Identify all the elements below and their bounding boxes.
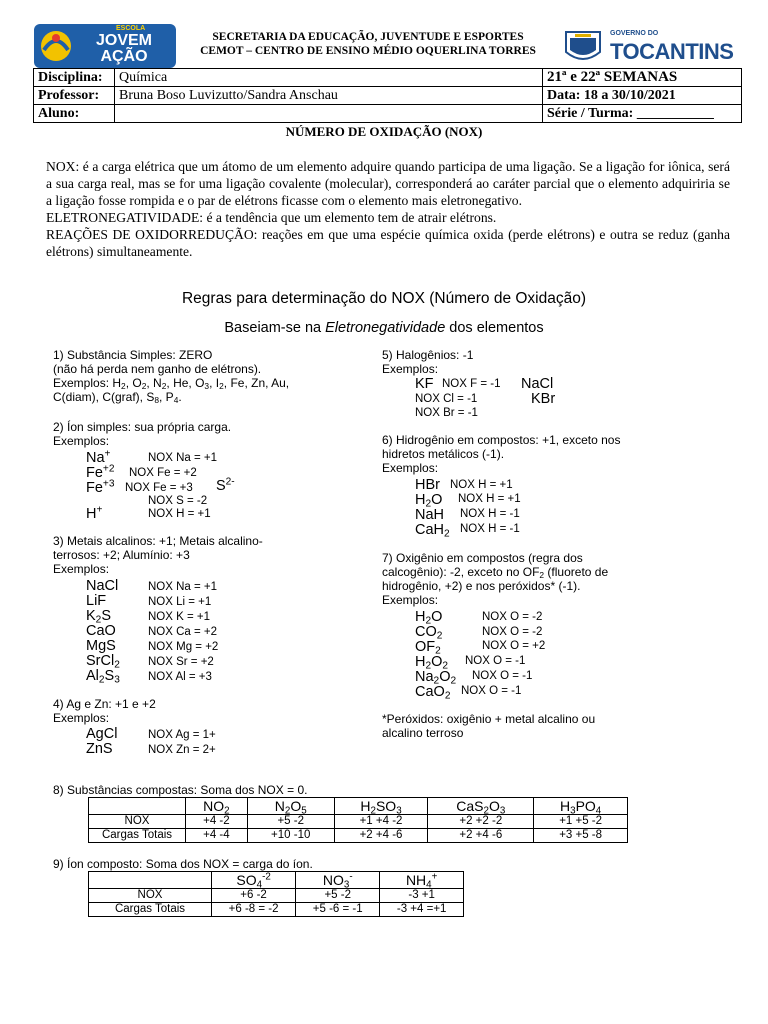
table-row xyxy=(89,889,464,903)
table-cell: +4 -4 xyxy=(186,829,248,843)
rule-6-exemplos: Exemplos: xyxy=(382,461,439,475)
formula-k2s: $K_2S$ xyxy=(86,608,111,626)
formula-of2: $OF_2$ xyxy=(415,639,441,657)
nox-co2: NOX O = -2 xyxy=(482,626,543,638)
formula-al2s3: $Al_2S_3$ xyxy=(86,668,120,686)
rule-4-title: 4) Ag e Zn: +1 e +2 xyxy=(53,697,156,711)
table-cell: +1 +4 -2 xyxy=(334,815,428,829)
rule-7-line2-c: (fluoreto de xyxy=(544,565,609,579)
nox-h2o2: NOX O = -1 xyxy=(465,655,526,667)
table8-col-h3po4: $H_3PO_4$ xyxy=(534,798,628,815)
intro-text xyxy=(46,158,730,260)
rule-7-line1: 7) Oxigênio em compostos (regra dos xyxy=(382,551,583,565)
rule-3-exemplos: Exemplos: xyxy=(53,562,110,576)
table-row xyxy=(89,829,628,843)
table-row xyxy=(89,815,628,829)
nox-na-ion: NOX Na = +1 xyxy=(148,452,218,464)
rule-7-line2-b: 2 xyxy=(539,570,545,581)
table8-corner xyxy=(89,798,186,815)
school-logo xyxy=(34,24,176,68)
table8-col-no2: $NO_2$ xyxy=(186,798,248,815)
nox-mgs: NOX Mg = +2 xyxy=(148,641,219,653)
formula-h2o-7: $H_2O$ xyxy=(415,609,443,627)
formula-cao2: CaO$_2$ xyxy=(415,684,451,702)
nox-agcl: NOX Ag = 1+ xyxy=(148,729,216,741)
nox-hbr: NOX H = +1 xyxy=(450,479,513,491)
formula-cah2: CaH$_2$ xyxy=(415,522,450,540)
nox-definition: NOX: é a carga elétrica que um átomo de um elemento adquire quando participa de uma ligação. Se a ligação for iônica, será a sua carga real, mas se for uma ligação covalente (molecular), corresponderá ao caráter parcial que o elemento adquiriria se a ligação fosse rompida e o par de elétrons ficasse com o elemento mais eletronegativo. xyxy=(46,159,730,208)
oxidorreducao-definition: REAÇÕES DE OXIDORREDUÇÃO: reações em que uma espécie química oxida (perde elétrons) e outra se reduz (ganha elétrons) simultaneamente. xyxy=(46,227,730,259)
table8-col-cas2o3: $CaS_2O_3$ xyxy=(428,798,534,815)
table-cell: Cargas Totais xyxy=(89,829,186,843)
formula-zns: ZnS xyxy=(86,741,113,757)
rule-2-exemplos: Exemplos: xyxy=(53,434,110,448)
nox-s2: NOX S = -2 xyxy=(148,495,208,507)
formula-agcl: AgCl xyxy=(86,726,118,742)
formula-na2o2: $Na_2O_2$ xyxy=(415,669,457,687)
gov-small-text: GOVERNO DO xyxy=(610,30,659,37)
table-cell: +3 +5 -8 xyxy=(534,829,628,843)
table9-corner xyxy=(89,872,212,889)
table-cell: +2 +4 -6 xyxy=(428,829,534,843)
serie-turma: Série / Turma: ___________ xyxy=(543,105,742,123)
formula-co2: $CO_2$ xyxy=(415,624,443,642)
formula-kbr: KBr xyxy=(531,391,556,407)
semanas: 21ª e 22ª SEMANAS xyxy=(543,69,742,87)
rules-subtitle xyxy=(0,320,768,336)
table8-col-h2so3: $H_2SO_3$ xyxy=(334,798,428,815)
rules-sub-a: Baseiam-se na xyxy=(224,320,326,336)
page-title: NÚMERO DE OXIDAÇÃO (NOX) xyxy=(285,124,483,139)
peroxido-note-2: alcalino terroso xyxy=(382,726,464,740)
formula-cao: CaO xyxy=(86,623,116,639)
table9-col-so4: $SO_4^{-2}$ xyxy=(212,872,296,889)
nox-kf: NOX F = -1 xyxy=(442,378,501,390)
table-cell: -3 +1 xyxy=(380,889,464,903)
rule-8-title: 8) Substâncias compostas: Soma dos NOX = 0. xyxy=(53,783,308,797)
nox-cao2: NOX O = -1 xyxy=(461,685,522,697)
table9-col-no3: $NO_3^-$ xyxy=(296,872,380,889)
nox-zns: NOX Zn = 2+ xyxy=(148,744,216,756)
disciplina-label: Disciplina: xyxy=(34,69,115,87)
aluno-label: Aluno: xyxy=(34,105,115,123)
table-cell: Cargas Totais xyxy=(89,903,212,917)
rule-4-exemplos: Exemplos: xyxy=(53,711,110,725)
formula-nacl-5: NaCl xyxy=(521,376,554,392)
rule-1-examples-2: C(diam), C(graf), $S_8$, $P_4$. xyxy=(53,390,182,406)
nox-h2o-o: NOX O = -2 xyxy=(482,611,543,623)
nox-nah: NOX H = -1 xyxy=(460,508,520,520)
table-cell: +1 +5 -2 xyxy=(534,815,628,829)
table8-col-n2o5: $N_2O_5$ xyxy=(247,798,334,815)
nox-na2o2: NOX O = -1 xyxy=(472,670,533,682)
header-line-1: SECRETARIA DA EDUCAÇÃO, JUVENTUDE E ESPORTES xyxy=(212,31,524,43)
formula-nah: NaH xyxy=(415,507,445,523)
formula-hbr: HBr xyxy=(415,477,440,493)
aluno-value[interactable] xyxy=(115,105,543,123)
rule-5-exemplos: Exemplos: xyxy=(382,362,439,376)
rule-5-title: 5) Halogênios: -1 xyxy=(382,348,474,362)
formula-s2: $S^{2-}$ xyxy=(216,476,235,494)
nox-cao: NOX Ca = +2 xyxy=(148,626,218,638)
rule-7-line2-a: calcogênio): -2, exceto no OF xyxy=(382,565,540,579)
nox-k2s: NOX K = +1 xyxy=(148,611,211,623)
nox-fe2: NOX Fe = +2 xyxy=(129,467,197,479)
nox-srcl2: NOX Sr = +2 xyxy=(148,656,214,668)
table-cell: +5 -2 xyxy=(296,889,380,903)
peroxido-note-1: *Peróxidos: oxigênio + metal alcalino ou xyxy=(382,712,596,726)
table-cell: NOX xyxy=(89,889,212,903)
formula-h2o2: $H_2O_2$ xyxy=(415,654,449,672)
nox-lif: NOX Li = +1 xyxy=(148,596,212,608)
table-rule-9 xyxy=(88,871,464,917)
rule-7-line2 xyxy=(382,565,608,579)
rules-sub-c: dos elementos xyxy=(445,320,544,336)
rule-9-title: 9) Íon composto: Soma dos NOX = carga do íon. xyxy=(53,857,313,871)
government-logo xyxy=(560,26,736,68)
formula-h2o-6: $H_2O$ xyxy=(415,492,443,510)
nox-al2s3: NOX Al = +3 xyxy=(148,671,212,683)
table-rule-8 xyxy=(88,797,628,843)
table-row xyxy=(89,903,464,917)
formula-na-ion: Na+ xyxy=(86,448,111,466)
formula-lif: LiF xyxy=(86,593,107,609)
table9-col-nh4: $NH_4^+$ xyxy=(380,872,464,889)
nox-br: NOX Br = -1 xyxy=(415,407,478,419)
rule-7-exemplos: Exemplos: xyxy=(382,593,439,607)
table-cell: +10 -10 xyxy=(247,829,334,843)
logo-text: JOVEM AÇÃO xyxy=(95,32,152,65)
table-cell: +2 +4 -6 xyxy=(334,829,428,843)
formula-srcl2: SrCl$_2$ xyxy=(86,653,120,671)
rules-sub-b: Eletronegatividade xyxy=(325,320,446,336)
disciplina-value: Química xyxy=(115,69,543,87)
rule-3-line1: 3) Metais alcalinos: +1; Metais alcalino- xyxy=(53,534,263,548)
formula-nacl: NaCl xyxy=(86,578,119,594)
professor-label: Professor: xyxy=(34,87,115,105)
rule-2-title: 2) Íon simples: sua própria carga. xyxy=(53,420,232,434)
date-range: Data: 18 a 30/10/2021 xyxy=(543,87,742,105)
rule-6-line2: hidretos metálicos (-1). xyxy=(382,447,505,461)
nox-fe3: NOX Fe = +3 xyxy=(125,482,193,494)
formula-h-ion: H+ xyxy=(86,504,103,522)
rule-1-examples: Exemplos: $H_2$, $O_2$, $N_2$, He, $O_3$, $I_2$, Fe, Zn, Au, xyxy=(53,376,290,392)
rule-3-line2: terrosos: +2; Alumínio: +3 xyxy=(53,548,190,562)
nox-h2o-h: NOX H = +1 xyxy=(458,493,521,505)
table-cell: +4 -2 xyxy=(186,815,248,829)
table-cell: +6 -2 xyxy=(212,889,296,903)
table-cell: +2 +2 -2 xyxy=(428,815,534,829)
rule-7-line3: hidrogênio, +2) e nos peróxidos* (-1). xyxy=(382,579,581,593)
nox-h-ion: NOX H = +1 xyxy=(148,508,211,520)
nox-cl: NOX Cl = -1 xyxy=(415,393,478,405)
rule-1-title: 1) Substância Simples: ZERO xyxy=(53,348,213,362)
formula-mgs: MgS xyxy=(86,638,116,654)
logo-small-text: ESCOLA xyxy=(116,25,146,32)
table-cell: +5 -2 xyxy=(247,815,334,829)
student-info-table xyxy=(33,68,742,123)
table-cell: +5 -6 = -1 xyxy=(296,903,380,917)
gov-text: TOCANTINS xyxy=(610,39,734,64)
eletronegatividade-definition: ELETRONEGATIVIDADE: é a tendência que um elemento tem de atrair elétrons. xyxy=(46,210,497,225)
professor-value: Bruna Boso Luvizutto/Sandra Anschau xyxy=(115,87,543,105)
formula-fe2: $Fe^{+2}$ xyxy=(86,463,115,481)
table-cell: NOX xyxy=(89,815,186,829)
header-line-2: CEMOT – CENTRO DE ENSINO MÉDIO OQUERLINA TORRES xyxy=(200,45,536,57)
table-cell: -3 +4 =+1 xyxy=(380,903,464,917)
table-cell: +6 -8 = -2 xyxy=(212,903,296,917)
nox-of2: NOX O = +2 xyxy=(482,640,546,652)
formula-fe3: $Fe^{+3}$ xyxy=(86,478,115,496)
rules-title: Regras para determinação do NOX (Número de Oxidação) xyxy=(181,290,587,307)
rule-6-line1: 6) Hidrogênio em compostos: +1, exceto nos xyxy=(382,433,621,447)
formula-kf: KF xyxy=(415,376,434,392)
nox-cah2: NOX H = -1 xyxy=(460,523,520,535)
rule-1-line2: (não há perda nem ganho de elétrons). xyxy=(53,362,262,376)
nox-nacl: NOX Na = +1 xyxy=(148,581,218,593)
